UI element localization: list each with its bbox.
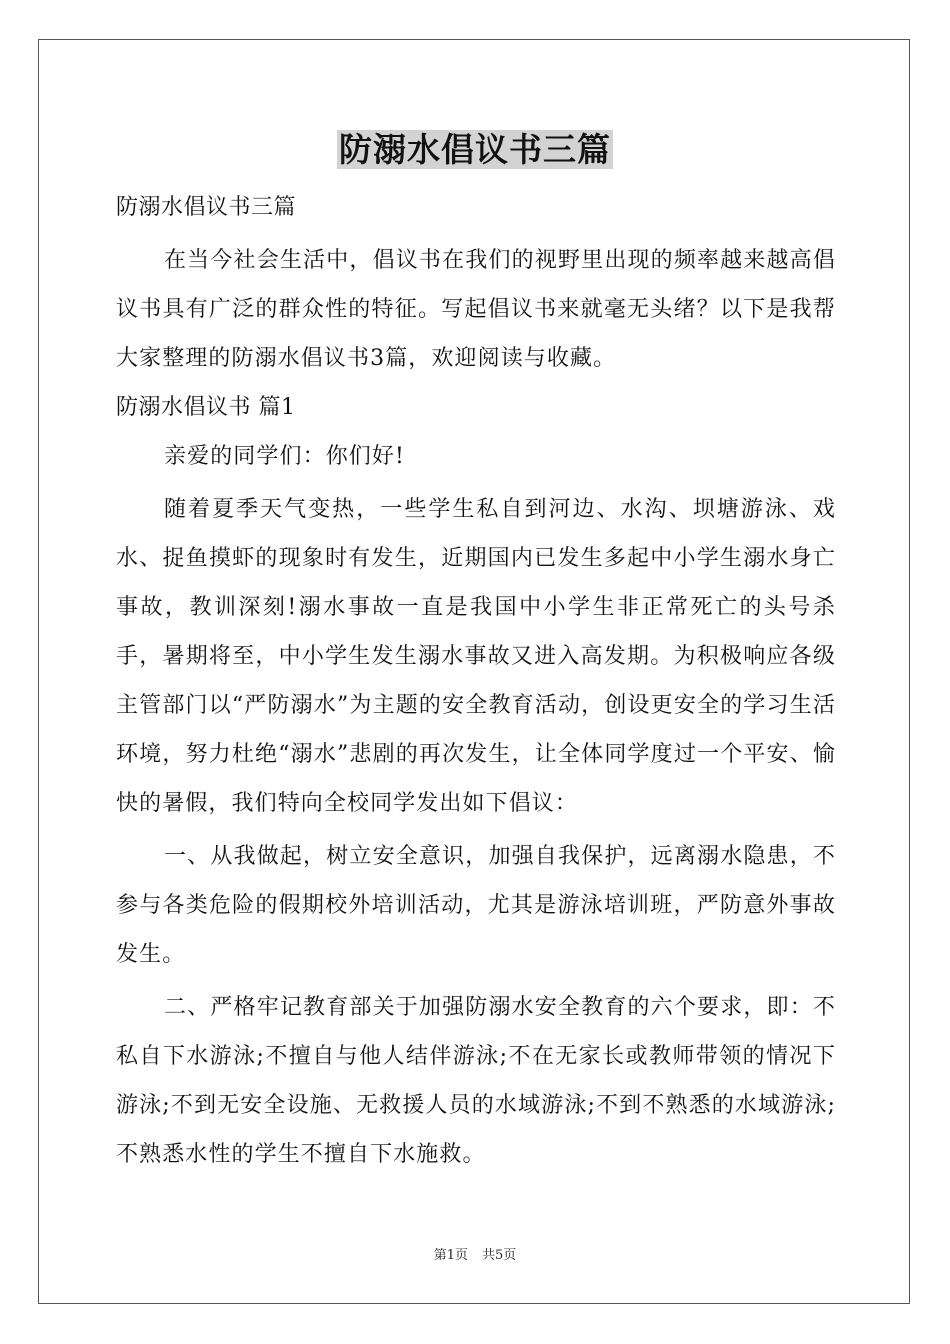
proposal-paragraph-1: 一、从我做起，树立安全意识，加强自我保护，远离溺水隐患，不参与各类危险的假期校外培训活动，尤其是游泳培训班，严防意外事故发生。 — [116, 844, 836, 967]
proposal-paragraph-2: 二、严格牢记教育部关于加强防溺水安全教育的六个要求，即：不私自下水游泳;不擅自与他人结伴游泳;不在无家长或教师带领的情况下游泳;不到无安全设施、无救援人员的水域游泳;不到不熟悉的水域游泳;不熟悉水性的学生不擅自下水施救。 — [116, 995, 836, 1167]
document-title-text: 防溺水倡议书三篇 — [339, 130, 611, 169]
section-heading: 防溺水倡议书 篇1 — [116, 395, 296, 420]
document-subtitle: 防溺水倡议书三篇 — [116, 195, 297, 220]
intro-paragraph: 在当今社会生活中，倡议书在我们的视野里出现的频率越来越高倡议书具有广泛的群众性的特征。写起倡议书来就毫无头绪？以下是我帮大家整理的防溺水倡议书3篇，欢迎阅读与收藏。 — [116, 248, 836, 371]
page-number: 第1页 — [433, 1248, 468, 1263]
greeting-paragraph: 亲爱的同学们：你们好! — [164, 444, 405, 469]
body-paragraph: 随着夏季天气变热，一些学生私自到河边、水沟、坝塘游泳、戏水、捉鱼摸虾的现象时有发生，近期国内已发生多起中小学生溺水身亡事故，教训深刻!溺水事故一直是我国中小学生非正常死亡的头号杀手，暑期将至，中小学生发生溺水事故又进入高发期。为积极响应各级主管部门以“严防溺水”为主题的安全教育活动，创设更安全的学习生活环境，努力杜绝“溺水”悲剧的再次发生，让全体同学度过一个平安、愉快的暑假，我们特向全校同学发出如下倡议： — [116, 497, 836, 816]
document-title — [0, 128, 950, 172]
page-total: 共5页 — [482, 1248, 517, 1263]
page-footer — [0, 1247, 950, 1265]
document-body — [116, 183, 836, 1179]
